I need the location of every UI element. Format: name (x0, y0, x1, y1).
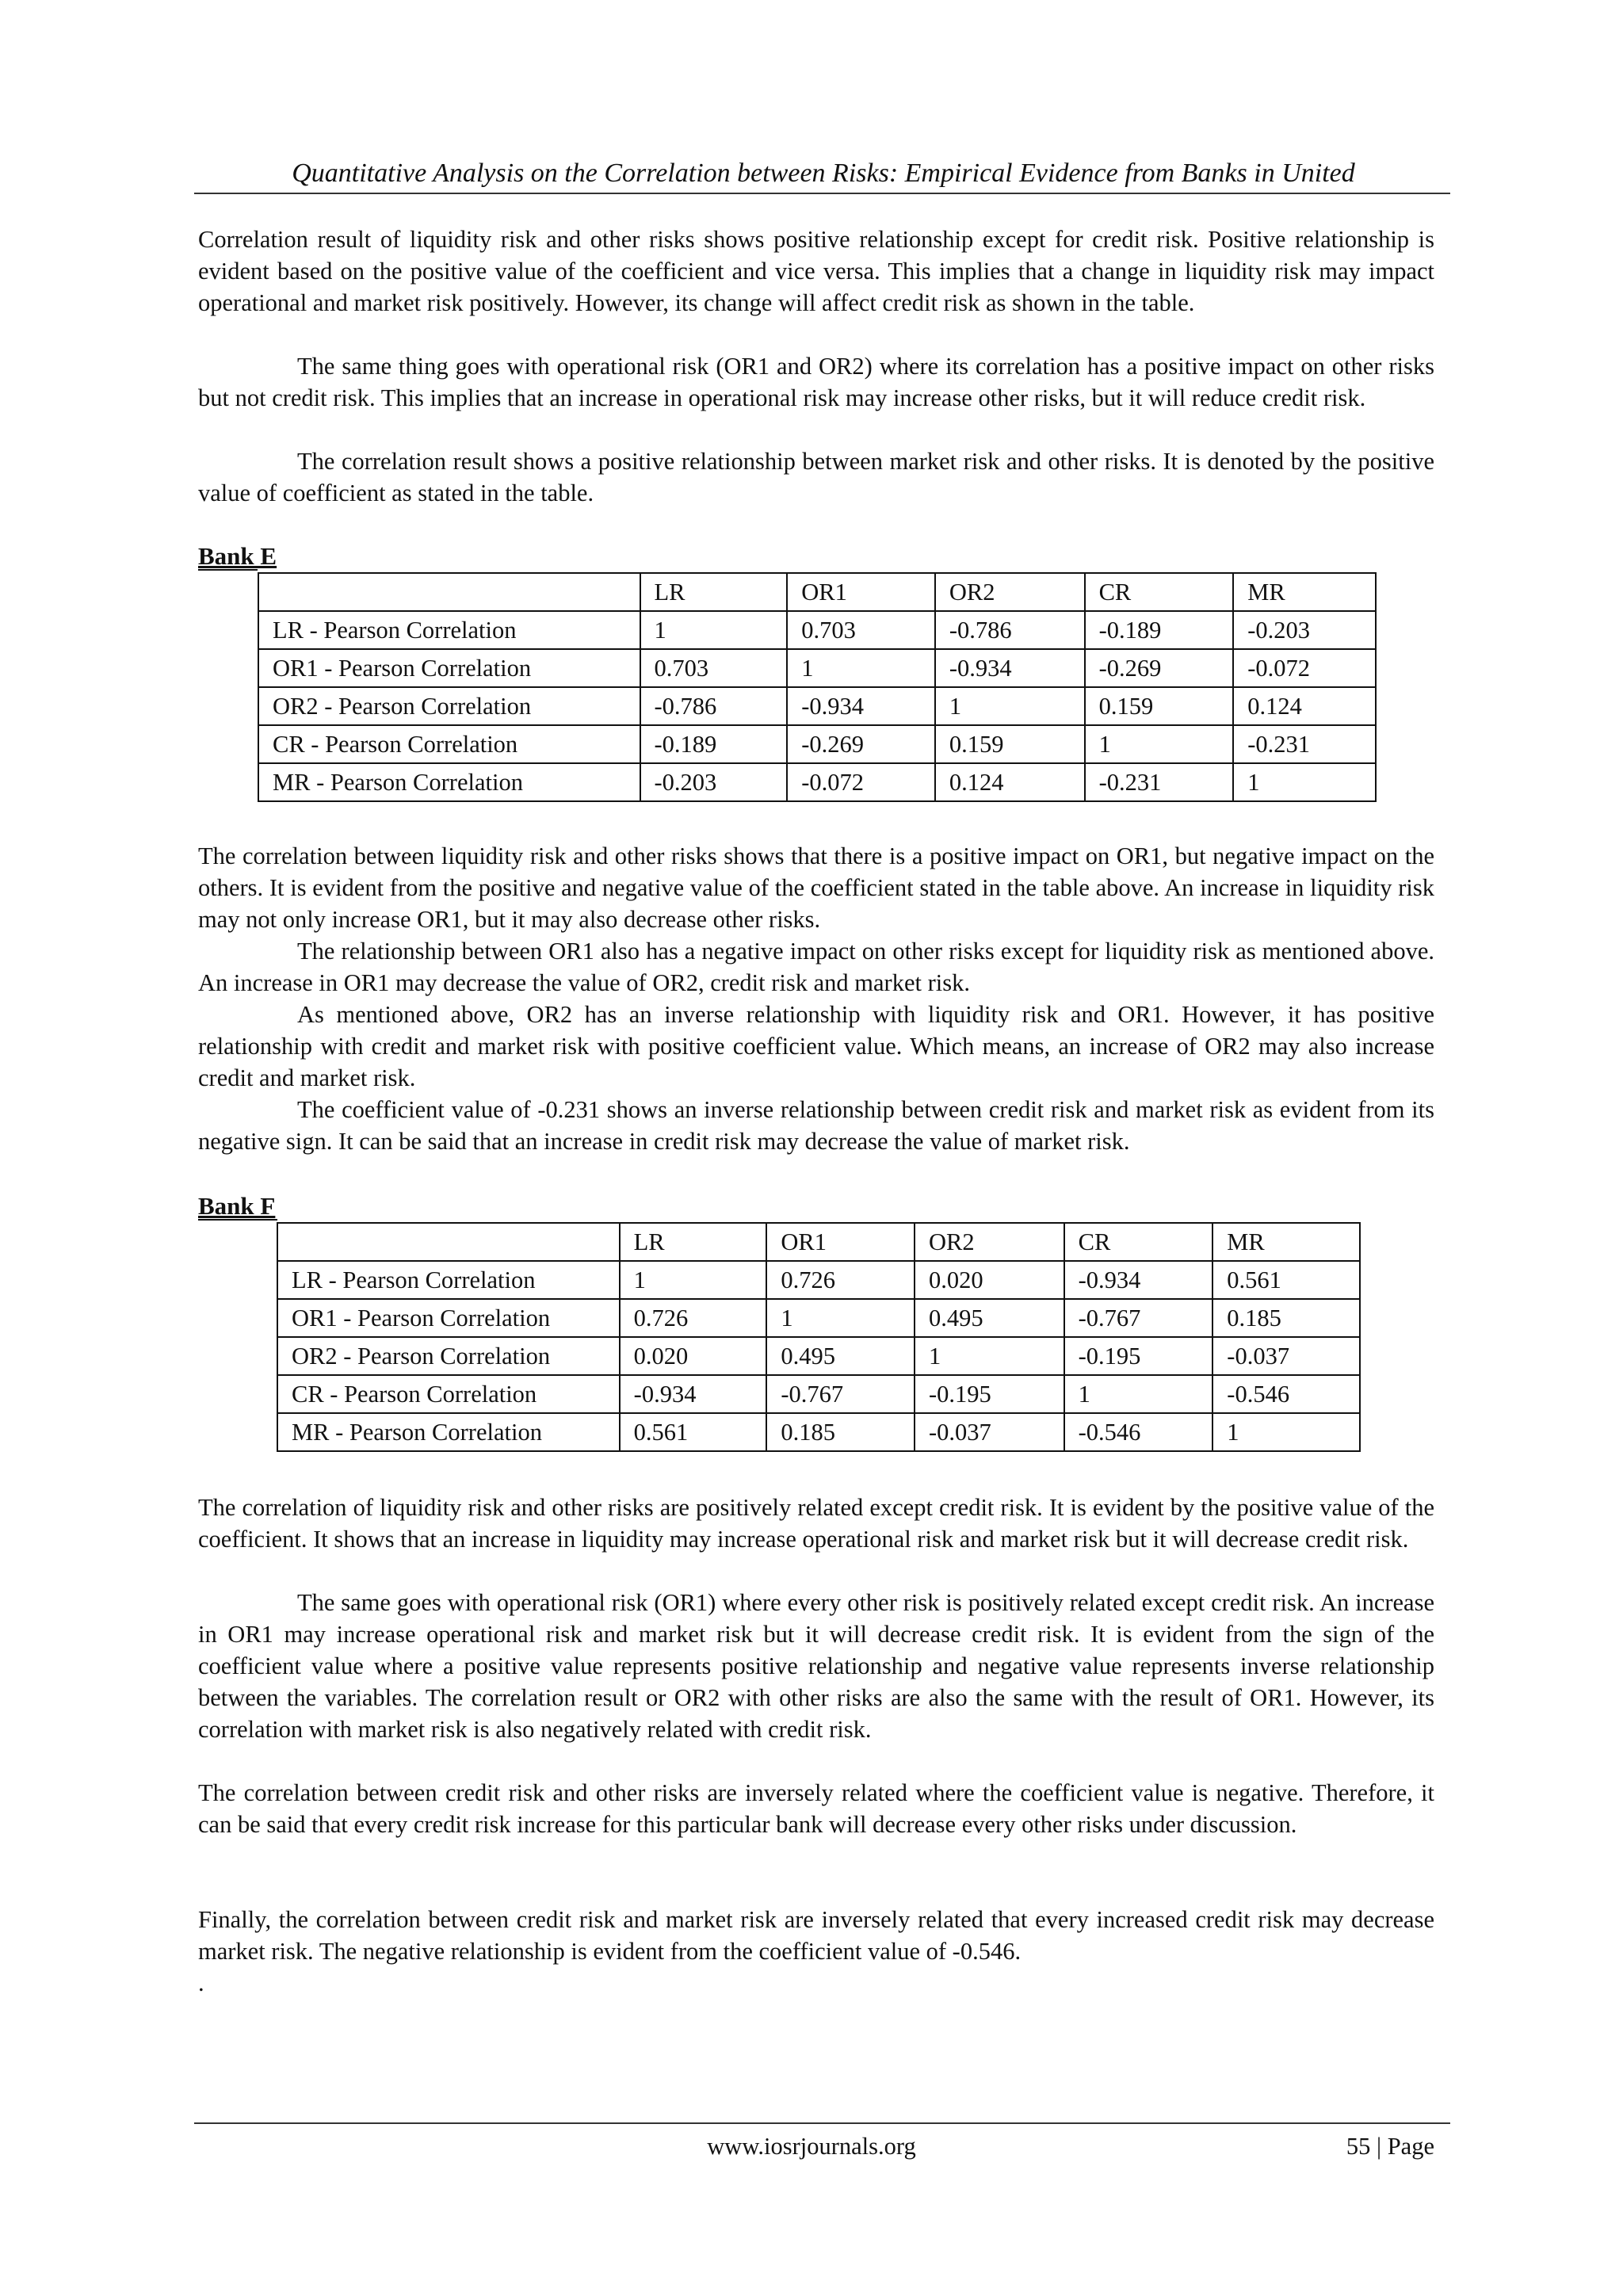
table-header-cell (258, 573, 640, 611)
table-cell: 1 (787, 649, 935, 687)
table-cell: -0.203 (640, 763, 788, 801)
table-cell: -0.767 (766, 1375, 915, 1413)
running-title: Quantitative Analysis on the Correlation between Risks: Empirical Evidence from Banks in United (292, 159, 1355, 188)
table-row (258, 687, 1376, 725)
table-cell: 1 (1064, 1375, 1213, 1413)
page-number: 55 | Page (1346, 2133, 1434, 2160)
table-row (258, 763, 1376, 801)
table-cell: -0.072 (1233, 649, 1376, 687)
paragraph: The correlation of liquidity risk and other risks are positively related except credit risk. It is evident by the positive value of the coefficient. It shows that an increase in liquidity may increase operational risk and market risk but it will decrease credit risk. (198, 1494, 1434, 1553)
row-label: MR - Pearson Correlation (277, 1413, 620, 1451)
bank-f-underline (198, 1219, 277, 1221)
bank-e-underline (198, 569, 258, 571)
table-header-cell: CR (1085, 573, 1234, 611)
row-label: OR1 - Pearson Correlation (258, 649, 640, 687)
table-cell: 0.726 (766, 1261, 915, 1299)
bank-f-label: Bank F (198, 1192, 276, 1220)
row-label: OR2 - Pearson Correlation (277, 1337, 620, 1375)
paragraph: As mentioned above, OR2 has an inverse relationship with liquidity risk and OR1. However, it has positive relationship with credit and market risk with positive coefficient value. Which means, an increase of OR2 may also increase credit and market risk. (198, 1001, 1434, 1091)
row-label: OR1 - Pearson Correlation (277, 1299, 620, 1337)
table-cell: -0.934 (935, 649, 1085, 687)
paragraph: The coefficient value of -0.231 shows an inverse relationship between credit risk and market risk as evident from its negative sign. It can be said that an increase in credit risk may decrease the value of market risk. (198, 1096, 1434, 1155)
row-label: CR - Pearson Correlation (277, 1375, 620, 1413)
table-cell: 1 (620, 1261, 767, 1299)
table-row (277, 1413, 1360, 1451)
table-row (277, 1375, 1360, 1413)
table-cell: -0.189 (1085, 611, 1234, 649)
paragraph: The same goes with operational risk (OR1) where every other risk is positively related except credit risk. An increase in OR1 may increase operational risk and market risk but it will decrease credit risk. It is evident from the sign of the coefficient value where a positive value represents positive relationship and negative value represents inverse relationship between the variables. The correlation result or OR2 with other risks are also the same with the result of OR1. However, its correlation with market risk is also negatively related with credit risk. (198, 1589, 1434, 1743)
table-cell: 0.703 (787, 611, 935, 649)
table-header-cell: LR (640, 573, 788, 611)
table-cell: -0.934 (620, 1375, 767, 1413)
row-label: MR - Pearson Correlation (258, 763, 640, 801)
table-cell: 0.561 (1212, 1261, 1360, 1299)
paragraph: Correlation result of liquidity risk and other risks shows positive relationship except for credit risk. Positive relationship is evident based on the positive value of the coefficient and vice versa. This implies that a change in liquidity risk may impact operational and market risk positively. However, its change will affect credit risk as shown in the table. (198, 226, 1434, 316)
trailing-period: . (198, 1969, 204, 1996)
table-cell: 0.020 (915, 1261, 1064, 1299)
table-row (277, 1337, 1360, 1375)
table-header-cell: OR2 (915, 1223, 1064, 1261)
table-cell: -0.767 (1064, 1299, 1213, 1337)
table-row (277, 1261, 1360, 1299)
table-cell: 1 (1233, 763, 1376, 801)
paragraph: The relationship between OR1 also has a negative impact on other risks except for liquidity risk as mentioned above. An increase in OR1 may decrease the value of OR2, credit risk and market risk. (198, 938, 1434, 996)
table-cell: 1 (935, 687, 1085, 725)
table-header-cell (277, 1223, 620, 1261)
table-row (277, 1299, 1360, 1337)
table-cell: -0.786 (935, 611, 1085, 649)
table-row (258, 649, 1376, 687)
row-label: OR2 - Pearson Correlation (258, 687, 640, 725)
table-cell: -0.269 (787, 725, 935, 763)
table-cell: 1 (1212, 1413, 1360, 1451)
footer-url: www.iosrjournals.org (707, 2133, 916, 2160)
table-cell: 0.495 (915, 1299, 1064, 1337)
table-cell: -0.786 (640, 687, 788, 725)
bank-f-correlation-table (277, 1222, 1361, 1452)
table-cell: 0.561 (620, 1413, 767, 1451)
table-cell: 1 (915, 1337, 1064, 1375)
table-cell: 0.703 (640, 649, 788, 687)
paragraph: Finally, the correlation between credit risk and market risk are inversely related that every increased credit risk may decrease market risk. The negative relationship is evident from the coefficient value of -0.546. (198, 1906, 1434, 1965)
table-header-cell: MR (1212, 1223, 1360, 1261)
table-cell: 0.185 (766, 1413, 915, 1451)
paragraph: The same thing goes with operational risk (OR1 and OR2) where its correlation has a positive impact on other risks but not credit risk. This implies that an increase in operational risk may increase other risks, but it will reduce credit risk. (198, 353, 1434, 411)
footer-rule (194, 2122, 1450, 2124)
bank-e-correlation-table (258, 572, 1377, 802)
table-cell: -0.934 (787, 687, 935, 725)
table-cell: 0.495 (766, 1337, 915, 1375)
row-label: CR - Pearson Correlation (258, 725, 640, 763)
table-cell: 0.124 (935, 763, 1085, 801)
table-cell: -0.195 (915, 1375, 1064, 1413)
table-header-cell: OR1 (787, 573, 935, 611)
table-header-row (277, 1223, 1360, 1261)
table-cell: 0.159 (1085, 687, 1234, 725)
row-label: LR - Pearson Correlation (277, 1261, 620, 1299)
table-cell: -0.037 (1212, 1337, 1360, 1375)
table-cell: -0.037 (915, 1413, 1064, 1451)
table-cell: 0.124 (1233, 687, 1376, 725)
table-cell: -0.231 (1233, 725, 1376, 763)
table-cell: -0.195 (1064, 1337, 1213, 1375)
table-cell: -0.203 (1233, 611, 1376, 649)
table-cell: -0.269 (1085, 649, 1234, 687)
table-row (258, 611, 1376, 649)
table-cell: 0.185 (1212, 1299, 1360, 1337)
paragraph: The correlation between credit risk and other risks are inversely related where the coefficient value is negative. Therefore, it can be said that every credit risk increase for this particular bank will decrease every other risks under discussion. (198, 1779, 1434, 1838)
table-cell: 0.159 (935, 725, 1085, 763)
table-cell: 0.020 (620, 1337, 767, 1375)
bank-e-label: Bank E (198, 542, 277, 570)
table-cell: 1 (766, 1299, 915, 1337)
table-row (258, 725, 1376, 763)
table-cell: 0.726 (620, 1299, 767, 1337)
table-header-cell: LR (620, 1223, 767, 1261)
row-label: LR - Pearson Correlation (258, 611, 640, 649)
table-header-cell: OR1 (766, 1223, 915, 1261)
table-cell: -0.189 (640, 725, 788, 763)
paragraph: The correlation result shows a positive relationship between market risk and other risks. It is denoted by the positive value of coefficient as stated in the table. (198, 448, 1434, 506)
table-header-cell: MR (1233, 573, 1376, 611)
paragraph: The correlation between liquidity risk and other risks shows that there is a positive impact on OR1, but negative impact on the others. It is evident from the positive and negative value of the coefficient stated in the table above. An increase in liquidity risk may not only increase OR1, but it may also decrease other risks. (198, 842, 1434, 933)
table-cell: 1 (640, 611, 788, 649)
table-cell: -0.072 (787, 763, 935, 801)
table-header-row (258, 573, 1376, 611)
table-cell: -0.546 (1212, 1375, 1360, 1413)
table-header-cell: OR2 (935, 573, 1085, 611)
header-rule (194, 193, 1450, 194)
table-cell: -0.231 (1085, 763, 1234, 801)
table-cell: -0.934 (1064, 1261, 1213, 1299)
table-cell: -0.546 (1064, 1413, 1213, 1451)
table-cell: 1 (1085, 725, 1234, 763)
table-header-cell: CR (1064, 1223, 1213, 1261)
